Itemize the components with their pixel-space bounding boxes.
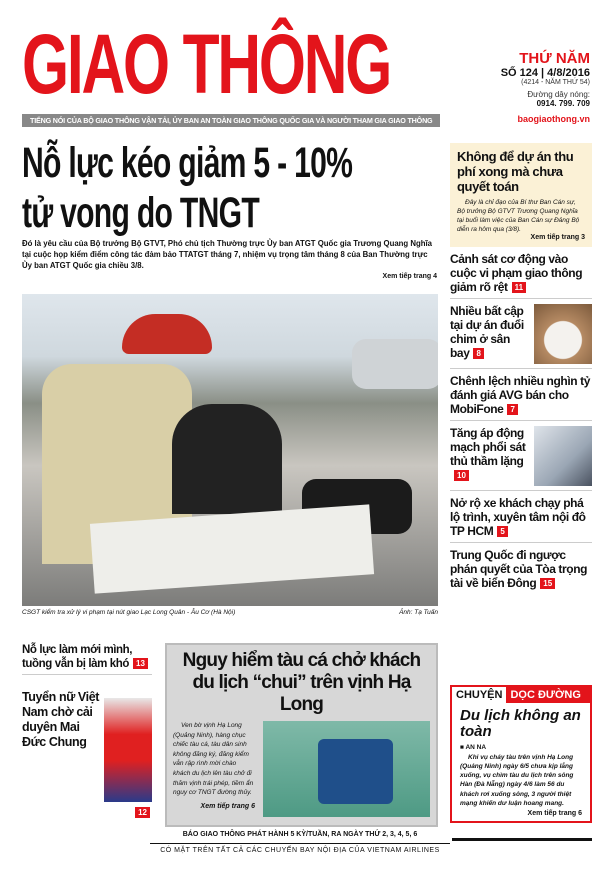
footer-rule [452,838,592,841]
photo-caption [22,609,438,616]
hotline-number: 0914. 799. 709 [536,99,590,108]
middle-title: Nguy hiểm tàu cá chở khách du lịch “chui” trên vịnh Hạ Long [182,650,421,715]
column-header [452,687,590,703]
item-title: Nỗ lực làm mới mình, tuồng vẫn bị làm khó [22,644,133,670]
footer-divider [150,843,450,844]
man-figure [172,404,282,514]
headline-line-2: tử vong do TNGT [22,189,260,237]
main-headline[interactable] [22,138,352,238]
issue-number: SỐ 124 | 4/8/2016 [500,67,590,79]
middle-text-block [173,721,255,817]
sidebar-item[interactable] [450,374,592,421]
sidebar-item[interactable] [450,252,592,299]
column-title: Du lịch không an toàn [460,706,581,740]
lead-text: Đó là yêu cầu của Bộ trưởng Bộ GTVT, Phó chủ tịch Thường trực Ủy ban ATGT Quốc gia Trương Quang Nghĩa tại cuộc họp kiểm điểm công tác đảm bảo TTATGT tháng 7, nhiệm vụ trọng tâm tháng 8 của Ban Thường trực Ủy ban ATGT Quốc gia chiều 3/8. [22,239,433,270]
boat [318,739,393,804]
item-title: Trung Quốc đi ngược phán quyết của Tòa trọng tài về biển Đông [450,548,588,590]
football-photo [104,698,152,802]
airplane-thumb [534,304,592,364]
sidebar-item[interactable] [450,304,592,369]
sidebar-item[interactable] [450,496,592,543]
caption-text: CSGT kiểm tra xử lý vi phạm tại nút giao Lạc Long Quân - Âu Cơ (Hà Nội) [22,609,236,616]
medical-thumb [534,426,592,486]
boat-photo [263,721,430,817]
page-badge: 11 [512,282,526,293]
page-badge: 7 [507,404,517,415]
issue-sub: (4214 - NĂM THỨ 54) [521,79,590,86]
main-photo [22,294,438,606]
item-title: Cảnh sát cơ động vào cuộc vi phạm giao thông giảm rõ rệt [450,252,583,294]
item-title: Chênh lệch nhiều nghìn tỷ đánh giá AVG bán cho MobiFone [450,374,591,416]
right-column [450,143,592,823]
story-tuong[interactable] [22,643,152,675]
footer-line-1: BÁO GIAO THÔNG PHÁT HÀNH 5 KỲ/TUẦN, RA NGÀY THỨ 2, 3, 4, 5, 6 [182,831,418,838]
sidebar-item[interactable] [450,426,592,491]
hotline-label: Đường dây nóng: [527,90,590,99]
middle-story[interactable] [165,643,438,827]
lead-paragraph [22,238,437,282]
sidebar-item[interactable] [450,548,592,594]
footer-line-2: CÓ MẶT TRÊN TẤT CẢ CÁC CHUYẾN BAY NỘI ĐỊA CỦA VIETNAM AIRLINES [160,847,440,854]
officer-cap [122,314,212,354]
page-badge: 15 [540,578,555,589]
page-badge: 10 [454,470,469,481]
issue-info [460,50,590,124]
photo-credit: Ảnh: Tạ Tuấn [399,609,438,616]
page-badge: 12 [135,807,150,818]
middle-text: Ven bờ vịnh Hạ Long (Quảng Ninh), hàng chục chiếc tàu cá, tàu dân sinh không đăng ký, đăng kiểm vẫn rập rình mời chào khách du lịch lên tàu chở đi thăm vịnh trái phép, tiềm ẩn nguy cơ TNGT đường thủy. [173,722,254,797]
headline-line-1: Nỗ lực kéo giảm 5 - 10% [22,139,353,187]
website-link[interactable]: baogiaothong.vn [517,114,590,124]
car [352,339,438,389]
story-football[interactable] [22,690,152,820]
column-box[interactable] [450,685,592,823]
more-link[interactable]: Xem tiếp trang 4 [382,273,437,280]
more-link[interactable]: Xem tiếp trang 6 [200,802,255,810]
issue-day: THỨ NĂM [519,50,590,67]
column-author: ■ AN NA [460,743,487,751]
item-title: Tăng áp động mạch phổi sát thủ thầm lặng [450,426,526,468]
column-text: Khi vụ cháy tàu trên vịnh Hạ Long (Quảng Ninh) ngày 6/5 chưa kịp lắng xuống, vụ chìm tàu du lịch trên sông Hàn (Đà Nẵng) ngày 4/6 làm 56 du khách rơi xuống sông, 3 người thiệt mạng khiến dư luận hoang mang. [460,753,574,807]
item-title: Nhiều bất cập tại dự án đuổi chim ở sân bay [450,304,524,360]
item-title: Nở rộ xe khách chạy phá lộ trình, xuyên tâm nội đô TP HCM [450,496,586,538]
page-badge: 5 [497,526,507,537]
sidebar-feature[interactable] [450,143,592,247]
column-label-2: DỌC ĐƯỜNG [506,687,590,703]
newspaper-logo: GIAO THÔNG [22,17,391,111]
more-link[interactable]: Xem tiếp trang 6 [527,810,582,817]
column-label-1: CHUYỆN [456,688,503,701]
page-badge: 8 [473,348,483,359]
middle-body [173,721,430,817]
feature-text: Đây là chỉ đạo của Bí thư Ban Cán sự, Bộ trưởng Bộ GTVT Trương Quang Nghĩa tại buổi làm việc của Ban Cán sự Đảng Bộ diễn ra hôm qua (3/8). [457,199,580,233]
feature-title: Không để dự án thu phí xong mà chưa quyết toán [457,149,574,194]
item-title: Tuyển nữ Việt Nam chờ cải duyên Mai Đức Chung [22,690,100,749]
page-badge: 13 [133,658,148,669]
more-link[interactable]: Xem tiếp trang 3 [530,234,585,241]
tagline: TIẾNG NÓI CỦA BỘ GIAO THÔNG VẬN TẢI, ỦY BAN AN TOÀN GIAO THÔNG QUỐC GIA VÀ NGƯỜI THAM GIA GIAO THÔNG [22,114,440,127]
